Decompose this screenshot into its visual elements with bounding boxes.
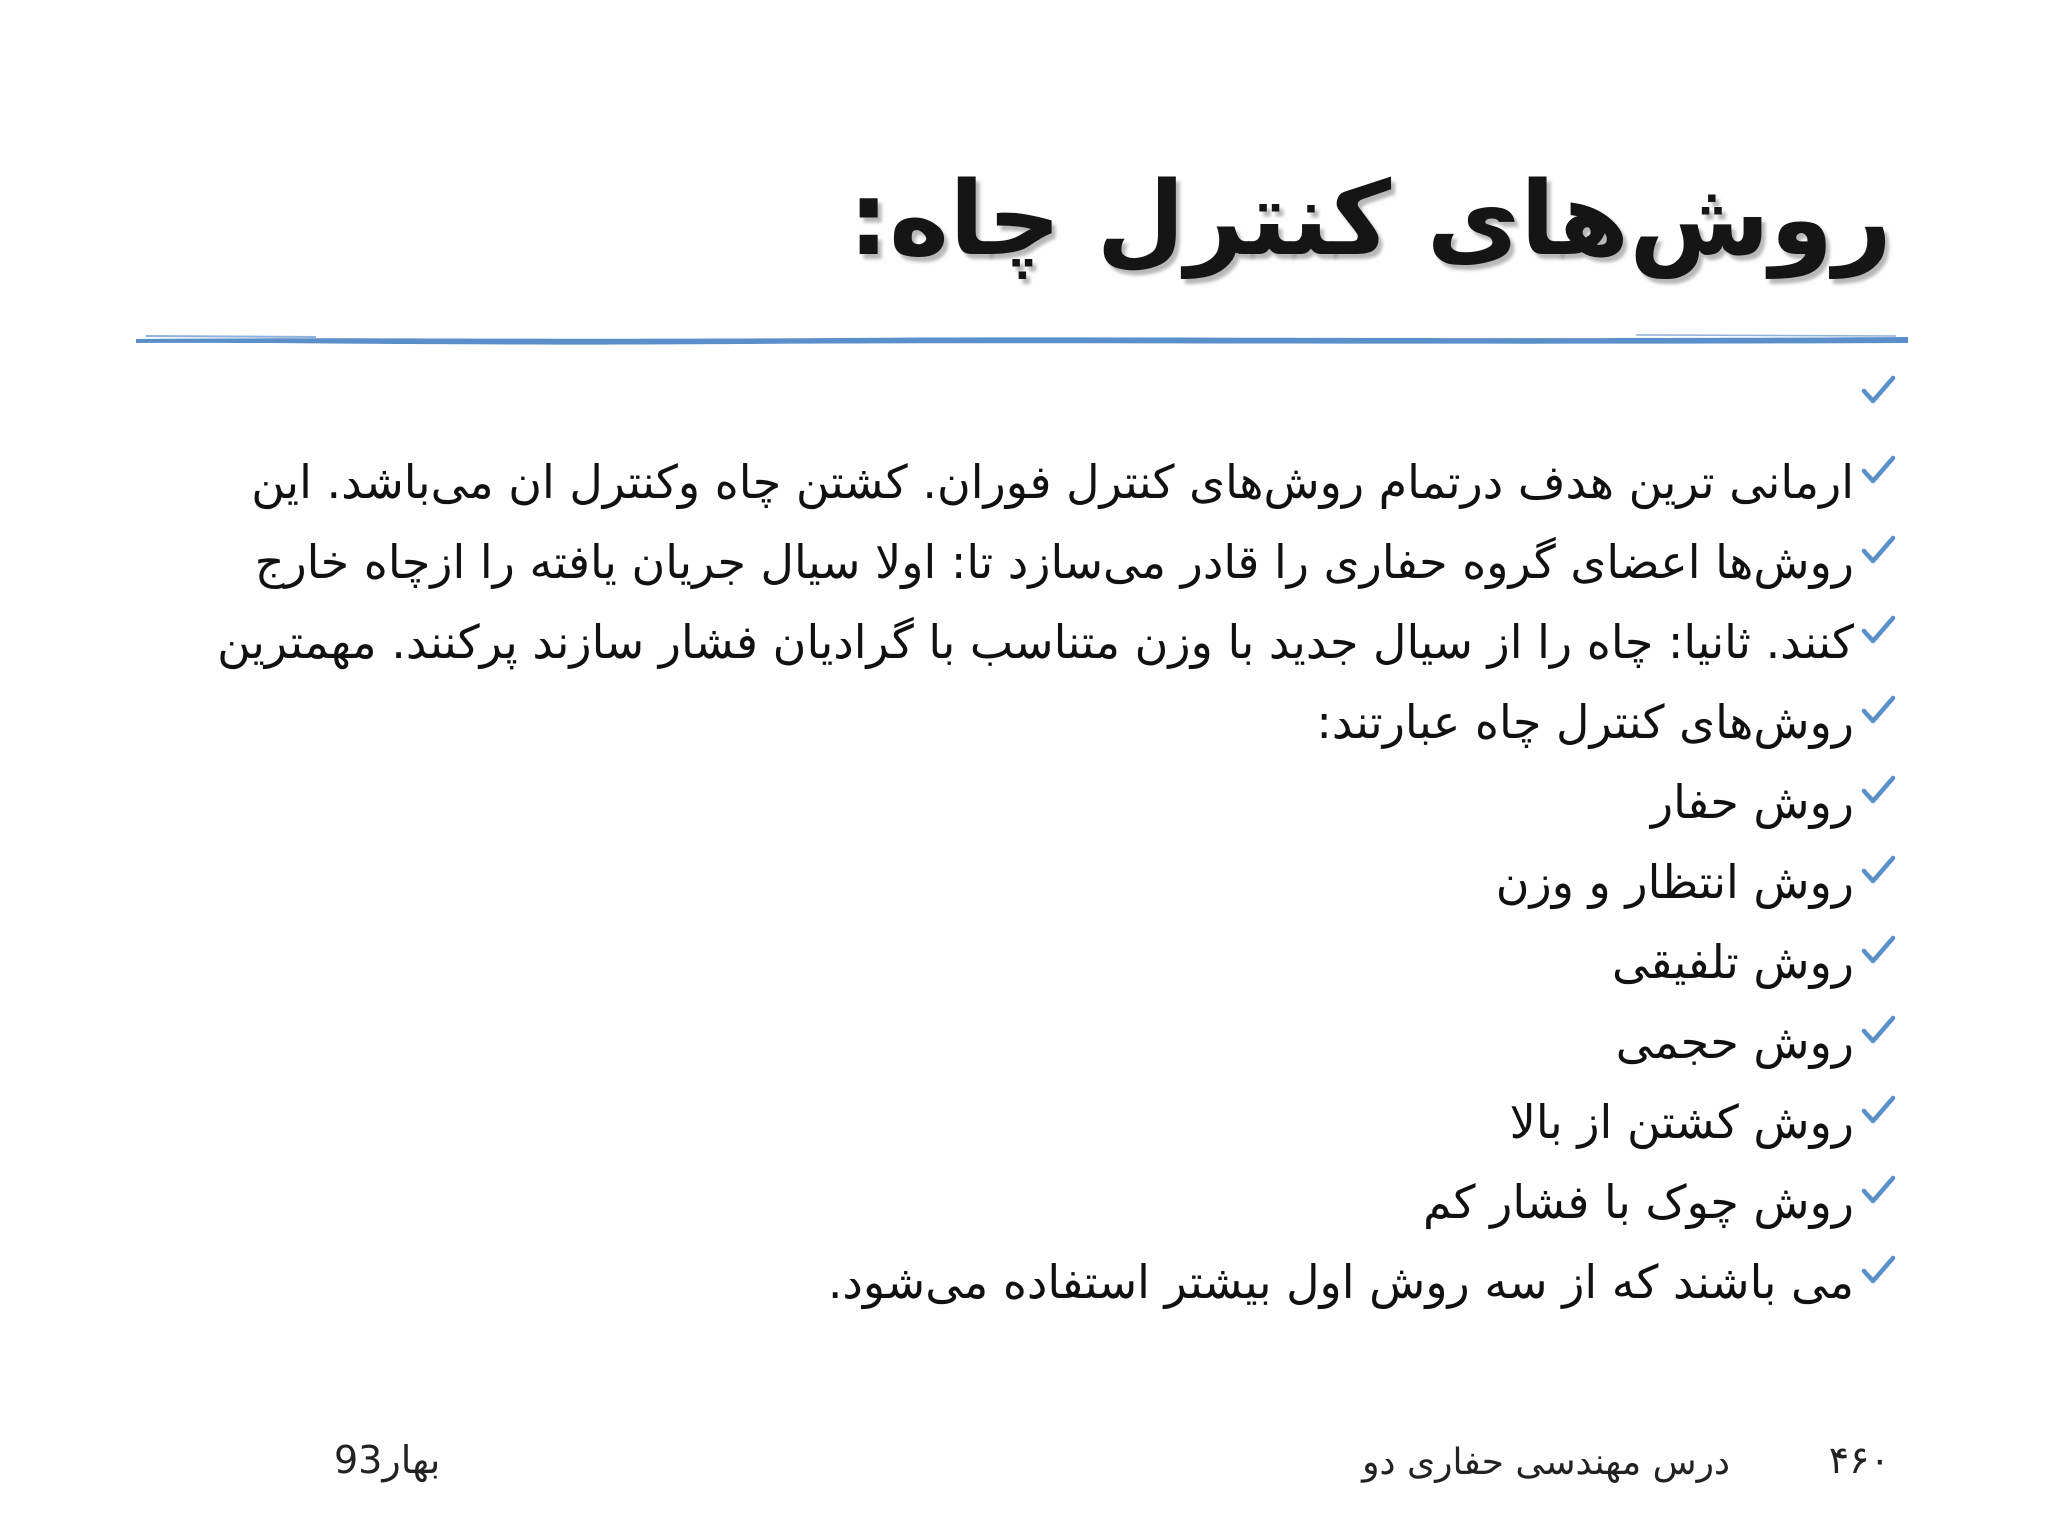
list-item: [138, 762, 1898, 842]
checkmark-icon: [1858, 370, 1898, 410]
bullet-text: کنند. ثانیا: چاه را از سیال جدید با وزن متناسب با گرادیان فشار سازند پرکنند. مهمترین: [217, 615, 1854, 669]
bullet-text: روش چوک با فشار کم: [1422, 1175, 1854, 1229]
bullet-text: می باشند که از سه روش اول بیشتر استفاده می‌شود.: [827, 1255, 1854, 1309]
bullet-text: روش‌های کنترل چاه عبارتند:: [1316, 695, 1854, 749]
slide-title: روش‌های کنترل چاه:: [848, 160, 1892, 279]
bullet-text: روش‌ها اعضای گروه حفاری را قادر می‌سازد تا: اولا سیال جریان یافته را ازچاه خارج: [254, 535, 1854, 589]
list-item: [138, 522, 1898, 602]
bullet-text: روش انتظار و وزن: [1495, 855, 1854, 909]
bullet-text: روش حجمی: [1615, 1015, 1854, 1069]
list-item: [138, 842, 1898, 922]
checkmark-icon: [1858, 850, 1898, 890]
footer-course-title: درس مهندسی حفاری دو: [1362, 1442, 1730, 1483]
checkmark-icon: [1858, 930, 1898, 970]
bullet-text: روش کشتن از بالا: [1509, 1095, 1854, 1149]
footer-date: بهار93: [334, 1438, 441, 1482]
list-item: [138, 1002, 1898, 1082]
list-item: [138, 682, 1898, 762]
checkmark-icon: [1858, 1090, 1898, 1130]
bullet-list: [138, 362, 1898, 1322]
checkmark-icon: [1858, 1250, 1898, 1290]
list-item: [138, 442, 1898, 522]
bullet-text: ارمانی ترین هدف درتمام روش‌های کنترل فوران. کشتن چاه وکنترل ان می‌باشد. این: [251, 455, 1854, 509]
list-item: [138, 1162, 1898, 1242]
checkmark-icon: [1858, 1010, 1898, 1050]
checkmark-icon: [1858, 450, 1898, 490]
checkmark-icon: [1858, 610, 1898, 650]
list-item: [138, 1242, 1898, 1322]
checkmark-icon: [1858, 1170, 1898, 1210]
title-underline: [136, 330, 1908, 350]
checkmark-icon: [1858, 770, 1898, 810]
checkmark-icon: [1858, 530, 1898, 570]
list-item: [138, 602, 1898, 682]
page-number: ۴۶۰: [1828, 1438, 1890, 1482]
list-item: [138, 362, 1898, 442]
checkmark-icon: [1858, 690, 1898, 730]
bullet-text: روش تلفیقی: [1612, 935, 1854, 989]
list-item: [138, 922, 1898, 1002]
list-item: [138, 1082, 1898, 1162]
bullet-text: روش حفار: [1650, 775, 1854, 829]
